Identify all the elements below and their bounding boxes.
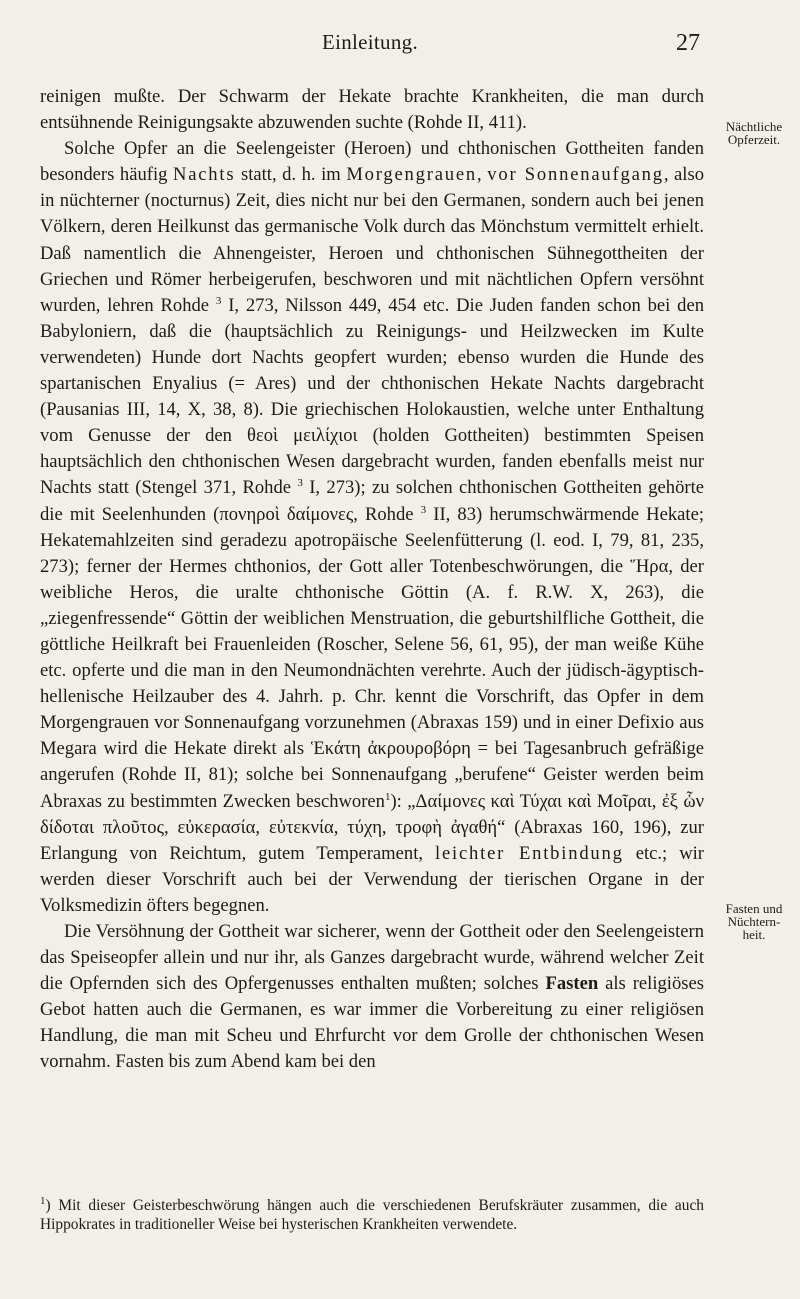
- superscript: 3: [297, 477, 303, 490]
- margin-note-fasting: [712, 902, 796, 941]
- superscript: 3: [420, 503, 427, 516]
- footnote: [40, 1196, 704, 1234]
- footnotes: [40, 1196, 704, 1234]
- margin-note-line: Opferzeit.: [727, 132, 781, 147]
- paragraph: [40, 84, 704, 136]
- page-number: 27: [676, 30, 700, 56]
- margin-note-line: heit.: [742, 927, 766, 942]
- margin-note-line: Nächtliche: [725, 119, 783, 134]
- text-run: statt, d. h. im: [235, 164, 347, 186]
- text-run: als religiöses Gebot hatten auch die Germanen, es war immer die Vorbereitung zu einer religiösen Handlung, die man mit Scheu und Ehrfurcht vor dem Grolle der chthonischen Wesen vornahm. Fasten bis zum Abend kam bei den: [40, 973, 704, 1073]
- text-run: etc.; wir werden dieser Vorschrift auch bei der Verwendung der tierischen Organe in der Volksmedizin öfters begegnen.: [40, 842, 704, 916]
- margin-note-nightly-offering: [712, 120, 796, 146]
- running-head: [40, 30, 700, 60]
- main-text: [40, 84, 704, 1076]
- bold-emphasis: Fasten: [545, 973, 599, 995]
- margin-note-line: Nüchtern-: [727, 914, 781, 929]
- text-run: Solche Opfer an die Seelengeister (Heroen) und chthonischen Gottheiten fanden besonders häufig: [40, 138, 704, 186]
- spaced-emphasis: Morgengrauen: [346, 164, 478, 186]
- text-run: ,: [477, 164, 488, 186]
- paragraph: [40, 919, 704, 1076]
- spaced-emphasis: vor Sonnenaufgang: [487, 164, 664, 186]
- running-title: Einleitung.: [321, 30, 419, 54]
- footnote-text: ) Mit dieser Geisterbeschwörung hängen auch die verschiedenen Berufskräuter zusammen, die auch Hippokrates in traditioneller Weise bei hysterischen Krankheiten verwendete.: [40, 1197, 704, 1233]
- text-run: ): „Δαίμονες καὶ Τύχαι καὶ Μοῖραι, ἐξ ὧν δίδοται πλοῦτος, εὐκερασία, εὐτεκνία, τύχη, τροφὴ ἀγαθή“ (Abraxas 160, 196), zur Erlangung von Reichtum, gutem Temperament,: [40, 790, 705, 864]
- text-run: reinigen mußte. Der Schwarm der Hekate brachte Krankheiten, die man durch entsühnende Reinigungsakte abzuwenden suchte (Rohde II, 411).: [40, 86, 704, 134]
- text-run: II, 83) herumschwärmende Hekate; Hekatemahlzeiten sind geradezu apotropäische Seelenfütterung (l. eod. I, 79, 81, 235, 273); ferner der Hermes chthonios, der Gott aller Totenbeschwörungen, die Ἥρα, der weibliche Heros, die uralte chthonische Göttin (A. f. R.W. X, 263), die „ziegenfressende“ Göttin der weiblichen Menstruation, die geburtshilfliche Gottheit, die göttliche Heilkraft bei Frauenleiden (Roscher, Selene 56, 61, 95), der man weiße Kühe etc. opferte und die man in den Neumondnächten verehrte. Auch der jüdisch-ägyptisch-hellenische Heilzauber des 4. Jahrh. p. Chr. kennt die Vorschrift, das Opfer in dem Morgengrauen vor Sonnenaufgang vorzunehmen (Abraxas 159) und in einer Defixio aus Megara wird die Hekate direkt als Ἑκάτη ἀκρουροβόρη = bei Tagesanbruch gefräßige angerufen (Rohde II, 81); solche bei Sonnenaufgang „berufene“ Geister werden beim Abraxas zu bestimmten Zwecken beschworen: [40, 503, 704, 812]
- margin-note-line: Fasten und: [725, 901, 783, 916]
- text-run: Die Versöhnung der Gottheit war sicherer, wenn der Gottheit oder den Seelengeistern das Speiseopfer allein und nur ihr, als Ganzes dargebracht wurde, während welcher Zeit die Opfernden sich des Opfergenusses enthalten mußten; solches: [40, 921, 704, 995]
- paragraph: [40, 136, 704, 919]
- text-run: I, 273); zu solchen chthonischen Gottheiten gehörte die mit Seelenhunden (πονηροὶ δαίμονες, Rohde: [40, 477, 704, 525]
- spaced-emphasis: Nachts: [172, 164, 236, 186]
- superscript: 1: [384, 790, 391, 803]
- text-run: , also in nüchterner (nocturnus) Zeit, dies nicht nur bei den Germanen, sondern auch bei jenen Völkern, deren Heilkunst das germanische Volk durch das Mönchstum vermittelt erhielt. Daß namentlich die Ahnengeister, Heroen und chthonischen Sühnegottheiten der Griechen und Römer herbeigerufen, beschworen und mit nächtlichen Opfern versöhnt wurden, lehren Rohde: [40, 164, 705, 316]
- superscript: 3: [215, 294, 222, 307]
- spaced-emphasis: leichter Entbindung: [435, 842, 624, 864]
- footnote-marker: 1: [40, 1194, 46, 1207]
- text-run: I, 273, Nilsson 449, 454 etc. Die Juden fanden schon bei den Babyloniern, daß die (hauptsächlich zu Reinigungs- und Heilzwecken im Kulte verwendeten) Hunde dort Nachts geopfert wurden; ebenso wurden die Hunde des spartanischen Enyalius (= Ares) und der chthonischen Hekate Nachts dargebracht (Pausanias III, 14, X, 38, 8). Die griechischen Holokaustien, welche unter Enthaltung vom Genusse der den θεοὶ μειλίχιοι (holden Gottheiten) bestimmten Speisen hauptsächlich den chthonischen Wesen dargebracht wurden, fanden ebenfalls meist nur Nachts statt (Stengel 371, Rohde: [40, 294, 704, 499]
